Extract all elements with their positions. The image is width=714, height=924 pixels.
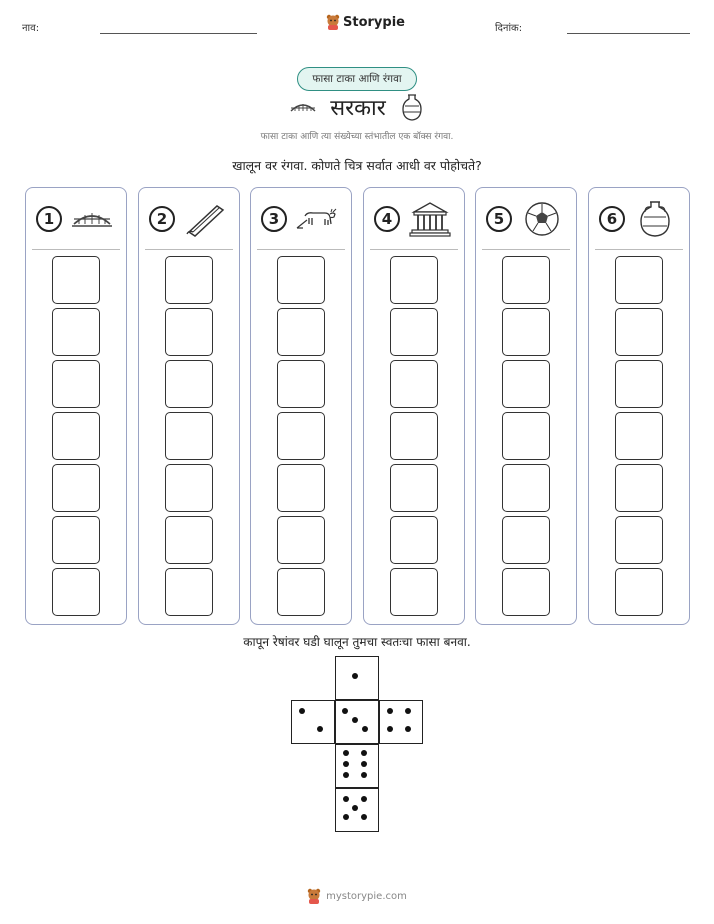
color-box[interactable] [615, 360, 663, 408]
color-box[interactable] [277, 464, 325, 512]
color-box[interactable] [277, 308, 325, 356]
column-2 [138, 187, 240, 625]
column-number: 6 [599, 206, 625, 232]
color-box[interactable] [502, 308, 550, 356]
color-box[interactable] [390, 308, 438, 356]
color-box[interactable] [615, 464, 663, 512]
ox-plough-icon [295, 200, 339, 238]
name-label: नाव: [22, 23, 40, 34]
dice-pip [343, 761, 349, 767]
color-box[interactable] [277, 412, 325, 460]
column-divider [145, 249, 233, 250]
column-divider [595, 249, 683, 250]
dice-face-4 [379, 700, 423, 744]
column-divider [370, 249, 458, 250]
dice-face-2 [291, 700, 335, 744]
title-text: सरकार [330, 96, 386, 121]
activity-pill: फासा टाका आणि रंगवा [297, 67, 417, 91]
dice-pip [361, 796, 367, 802]
dice-pip [361, 761, 367, 767]
column-1 [25, 187, 127, 625]
color-box[interactable] [502, 412, 550, 460]
color-box[interactable] [390, 568, 438, 616]
dice-pip [343, 750, 349, 756]
bridge-icon [290, 99, 316, 115]
dice-pip [343, 796, 349, 802]
dice-pip [387, 708, 393, 714]
column-6 [588, 187, 690, 625]
column-number: 5 [486, 206, 512, 232]
color-box[interactable] [390, 360, 438, 408]
color-box[interactable] [390, 256, 438, 304]
cut-instruction: कापून रेषांवर घडी घालून तुमचा स्वतःचा फासा बनवा. [243, 635, 471, 649]
brand-name: Storypie [343, 14, 405, 30]
dice-pip [361, 772, 367, 778]
color-box[interactable] [277, 360, 325, 408]
dice-face-5 [335, 788, 379, 832]
bear-mascot-icon [326, 14, 340, 30]
date-line[interactable] [567, 33, 690, 34]
column-divider [482, 249, 570, 250]
color-box[interactable] [502, 568, 550, 616]
color-box[interactable] [502, 360, 550, 408]
vase-icon [633, 200, 677, 238]
dice-face-6 [335, 744, 379, 788]
color-box[interactable] [52, 568, 100, 616]
column-number: 2 [149, 206, 175, 232]
date-label: दिनांक: [495, 23, 523, 34]
dice-pip [387, 726, 393, 732]
color-box[interactable] [52, 412, 100, 460]
color-box[interactable] [165, 308, 213, 356]
color-box[interactable] [52, 256, 100, 304]
vase-icon [400, 92, 424, 122]
column-divider [32, 249, 120, 250]
color-box[interactable] [277, 256, 325, 304]
dice-pip [352, 673, 358, 679]
dice-pip [361, 814, 367, 820]
dice-pip [343, 772, 349, 778]
color-box[interactable] [52, 464, 100, 512]
color-box[interactable] [390, 464, 438, 512]
footer-url: mystorypie.com [326, 890, 407, 902]
color-box[interactable] [277, 568, 325, 616]
dice-pip [299, 708, 305, 714]
color-box[interactable] [615, 516, 663, 564]
color-box[interactable] [165, 516, 213, 564]
name-line[interactable] [100, 33, 257, 34]
color-box[interactable] [165, 412, 213, 460]
color-box[interactable] [615, 568, 663, 616]
color-box[interactable] [615, 412, 663, 460]
color-box[interactable] [502, 516, 550, 564]
color-box[interactable] [277, 516, 325, 564]
color-box[interactable] [502, 464, 550, 512]
column-divider [257, 249, 345, 250]
subtitle: फासा टाका आणि त्या संख्येच्या स्तंभातील एक बॉक्स रंगवा. [260, 132, 454, 142]
color-box[interactable] [52, 360, 100, 408]
government-building-icon [408, 200, 452, 238]
dice-pip [405, 726, 411, 732]
dice-face-3 [335, 700, 379, 744]
footer [0, 888, 714, 904]
bridge-icon [70, 200, 114, 238]
color-box[interactable] [165, 568, 213, 616]
color-box[interactable] [165, 360, 213, 408]
page-title [0, 92, 714, 122]
color-box[interactable] [390, 516, 438, 564]
color-box[interactable] [502, 256, 550, 304]
color-box[interactable] [615, 308, 663, 356]
column-number: 4 [374, 206, 400, 232]
dice-net [290, 656, 424, 834]
football-icon [520, 200, 564, 238]
slide-icon [183, 200, 227, 238]
dice-pip [405, 708, 411, 714]
color-box[interactable] [52, 308, 100, 356]
column-number: 3 [261, 206, 287, 232]
dice-pip [342, 708, 348, 714]
color-box[interactable] [615, 256, 663, 304]
brand-logo [326, 14, 405, 30]
dice-pip [352, 717, 358, 723]
dice-pip [361, 750, 367, 756]
column-number: 1 [36, 206, 62, 232]
dice-pip [352, 805, 358, 811]
dice-pip [343, 814, 349, 820]
color-box[interactable] [165, 464, 213, 512]
column-5 [475, 187, 577, 625]
column-4 [363, 187, 465, 625]
bear-mascot-icon [307, 888, 321, 904]
dice-pip [362, 726, 368, 732]
color-box[interactable] [390, 412, 438, 460]
color-box[interactable] [165, 256, 213, 304]
dice-pip [317, 726, 323, 732]
column-3 [250, 187, 352, 625]
instruction: खालून वर रंगवा. कोणते चित्र सर्वात आधी वर पोहोचते? [232, 158, 482, 173]
dice-face-1 [335, 656, 379, 700]
color-box[interactable] [52, 516, 100, 564]
